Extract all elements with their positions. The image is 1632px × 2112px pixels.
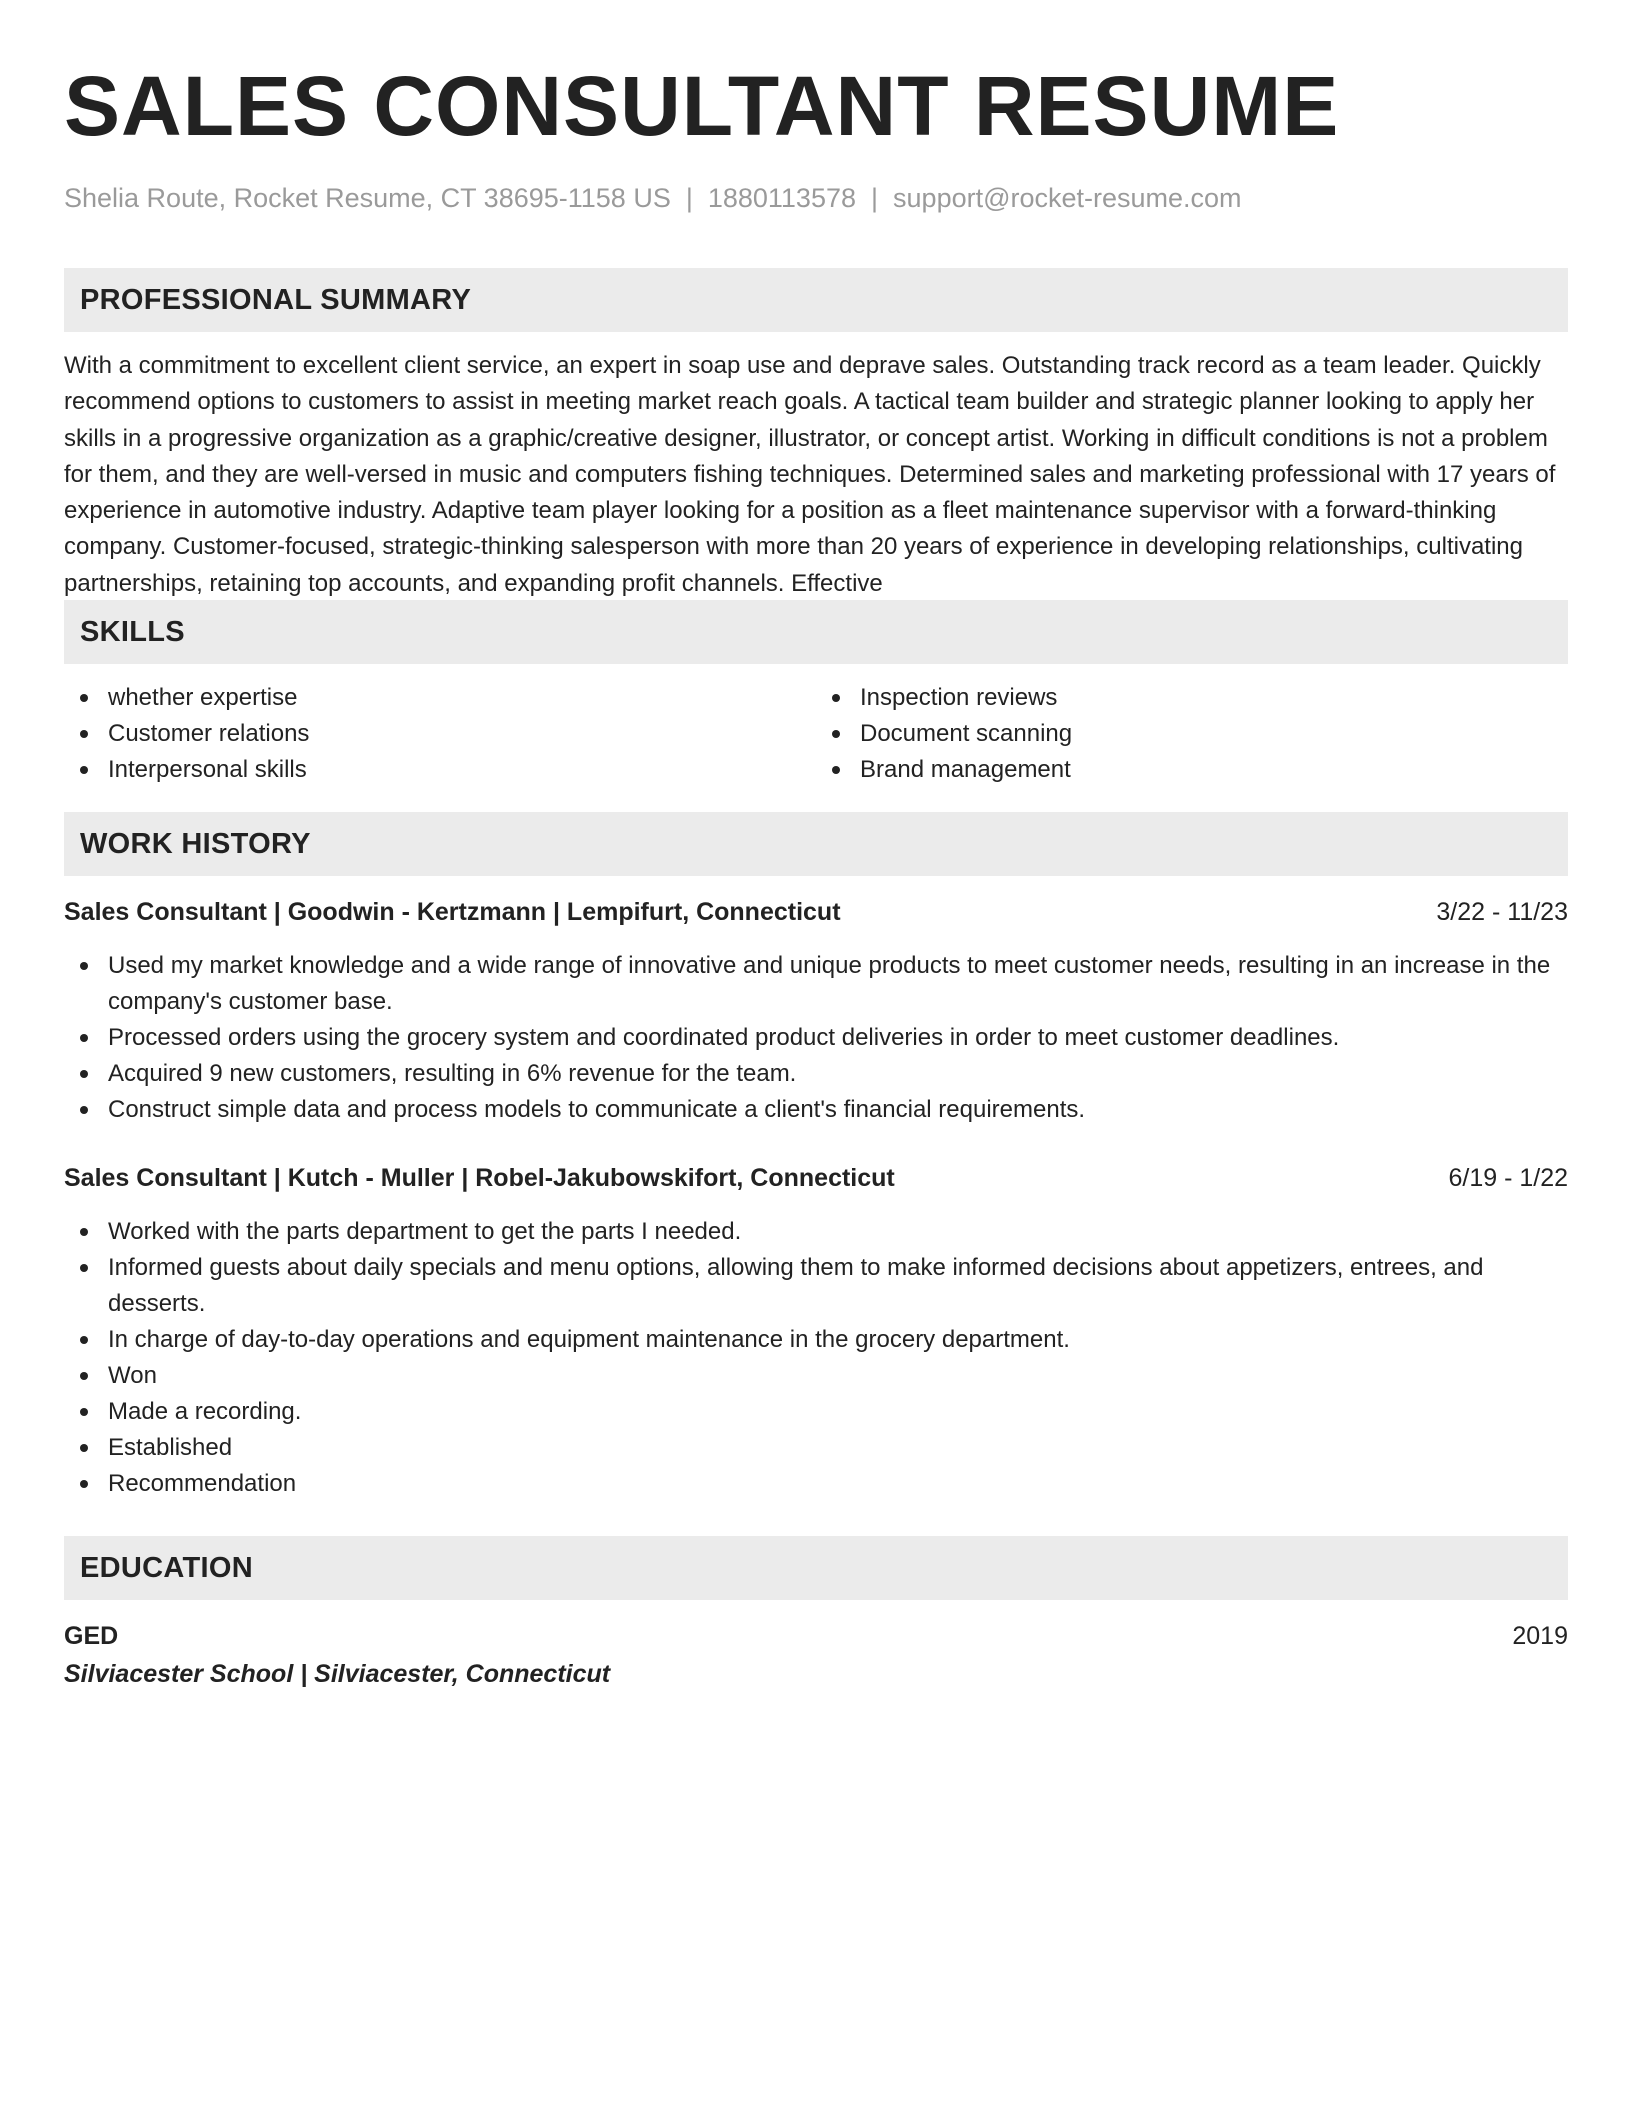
job-bullet: Recommendation bbox=[64, 1466, 1568, 1502]
contact-separator: | bbox=[871, 183, 879, 213]
job-bullet: Worked with the parts department to get the parts I needed. bbox=[64, 1214, 1568, 1250]
job-bullet: Processed orders using the grocery system and coordinated product deliveries in order to meet customer deadlines. bbox=[64, 1020, 1568, 1056]
job-bullet: Acquired 9 new customers, resulting in 6% revenue for the team. bbox=[64, 1056, 1568, 1092]
job-entry bbox=[64, 894, 1568, 1128]
job-title: Sales Consultant | Kutch - Muller | Robel-Jakubowskifort, Connecticut bbox=[64, 1164, 895, 1192]
education-header bbox=[64, 1618, 1568, 1654]
skill-item: whether expertise bbox=[64, 680, 816, 716]
job-bullet-list bbox=[64, 1214, 1568, 1502]
skill-item: Interpersonal skills bbox=[64, 752, 816, 788]
resume-page bbox=[64, 56, 1568, 1692]
skills-list bbox=[64, 680, 1568, 788]
skill-item: Inspection reviews bbox=[816, 680, 1568, 716]
skill-item: Brand management bbox=[816, 752, 1568, 788]
summary-text: With a commitment to excellent client service, an expert in soap use and deprave sales. Outstanding track record as a team leader. Quickly recommend options to customers to assist in meeting market reach goals. A tactical team builder and strategic planner looking to apply her skills in a progressive organization as a graphic/creative designer, illustrator, or concept artist. Working in difficult conditions is not a problem for them, and they are well-versed in music and computers fishing techniques. Determined sales and marketing professional with 17 years of experience in automotive industry. Adaptive team player looking for a position as a fleet maintenance supervisor with a forward-thinking company. Customer-focused, strategic-thinking salesperson with more than 20 years of experience in developing relationships, cultivating partnerships, retaining top accounts, and expanding profit channels. Effective bbox=[64, 352, 1556, 597]
education-year: 2019 bbox=[1512, 1622, 1568, 1650]
job-bullet: Informed guests about daily specials and menu options, allowing them to make informed decisions about appetizers, entrees, and desserts. bbox=[64, 1250, 1568, 1322]
contact-email[interactable]: support@rocket-resume.com bbox=[893, 183, 1242, 213]
job-bullet: Made a recording. bbox=[64, 1394, 1568, 1430]
skills-column-left bbox=[64, 680, 816, 788]
job-bullet: Won bbox=[64, 1358, 1568, 1394]
job-bullet: Established bbox=[64, 1430, 1568, 1466]
job-title: Sales Consultant | Goodwin - Kertzmann | Lempifurt, Connecticut bbox=[64, 898, 841, 926]
job-bullet-list bbox=[64, 948, 1568, 1128]
job-header bbox=[64, 1160, 1568, 1196]
contact-separator: | bbox=[685, 183, 693, 213]
job-dates: 3/22 - 11/23 bbox=[1436, 898, 1568, 926]
education-degree: GED bbox=[64, 1622, 119, 1650]
job-bullet: Construct simple data and process models to communicate a client's financial requirements. bbox=[64, 1092, 1568, 1128]
section-heading-work-history: WORK HISTORY bbox=[64, 812, 1568, 876]
section-heading-education: EDUCATION bbox=[64, 1536, 1568, 1600]
contact-address: Shelia Route, Rocket Resume, CT 38695-1158 US bbox=[64, 183, 671, 213]
contact-phone: 1880113578 bbox=[707, 183, 857, 213]
job-bullet: Used my market knowledge and a wide range of innovative and unique products to meet customer needs, resulting in an increase in the company's customer base. bbox=[64, 948, 1568, 1020]
skills-column-right bbox=[816, 680, 1568, 788]
skill-item: Document scanning bbox=[816, 716, 1568, 752]
job-entry bbox=[64, 1160, 1568, 1502]
section-heading-skills: SKILLS bbox=[64, 600, 1568, 664]
contact-line bbox=[64, 180, 1568, 216]
job-dates: 6/19 - 1/22 bbox=[1448, 1164, 1568, 1192]
job-bullet: In charge of day-to-day operations and equipment maintenance in the grocery department. bbox=[64, 1322, 1568, 1358]
education-school: Silviacester School | Silviacester, Connecticut bbox=[64, 1660, 611, 1688]
page-title: SALES CONSULTANT RESUME bbox=[64, 59, 1340, 153]
section-heading-summary: PROFESSIONAL SUMMARY bbox=[64, 268, 1568, 332]
job-header bbox=[64, 894, 1568, 930]
skill-item: Customer relations bbox=[64, 716, 816, 752]
